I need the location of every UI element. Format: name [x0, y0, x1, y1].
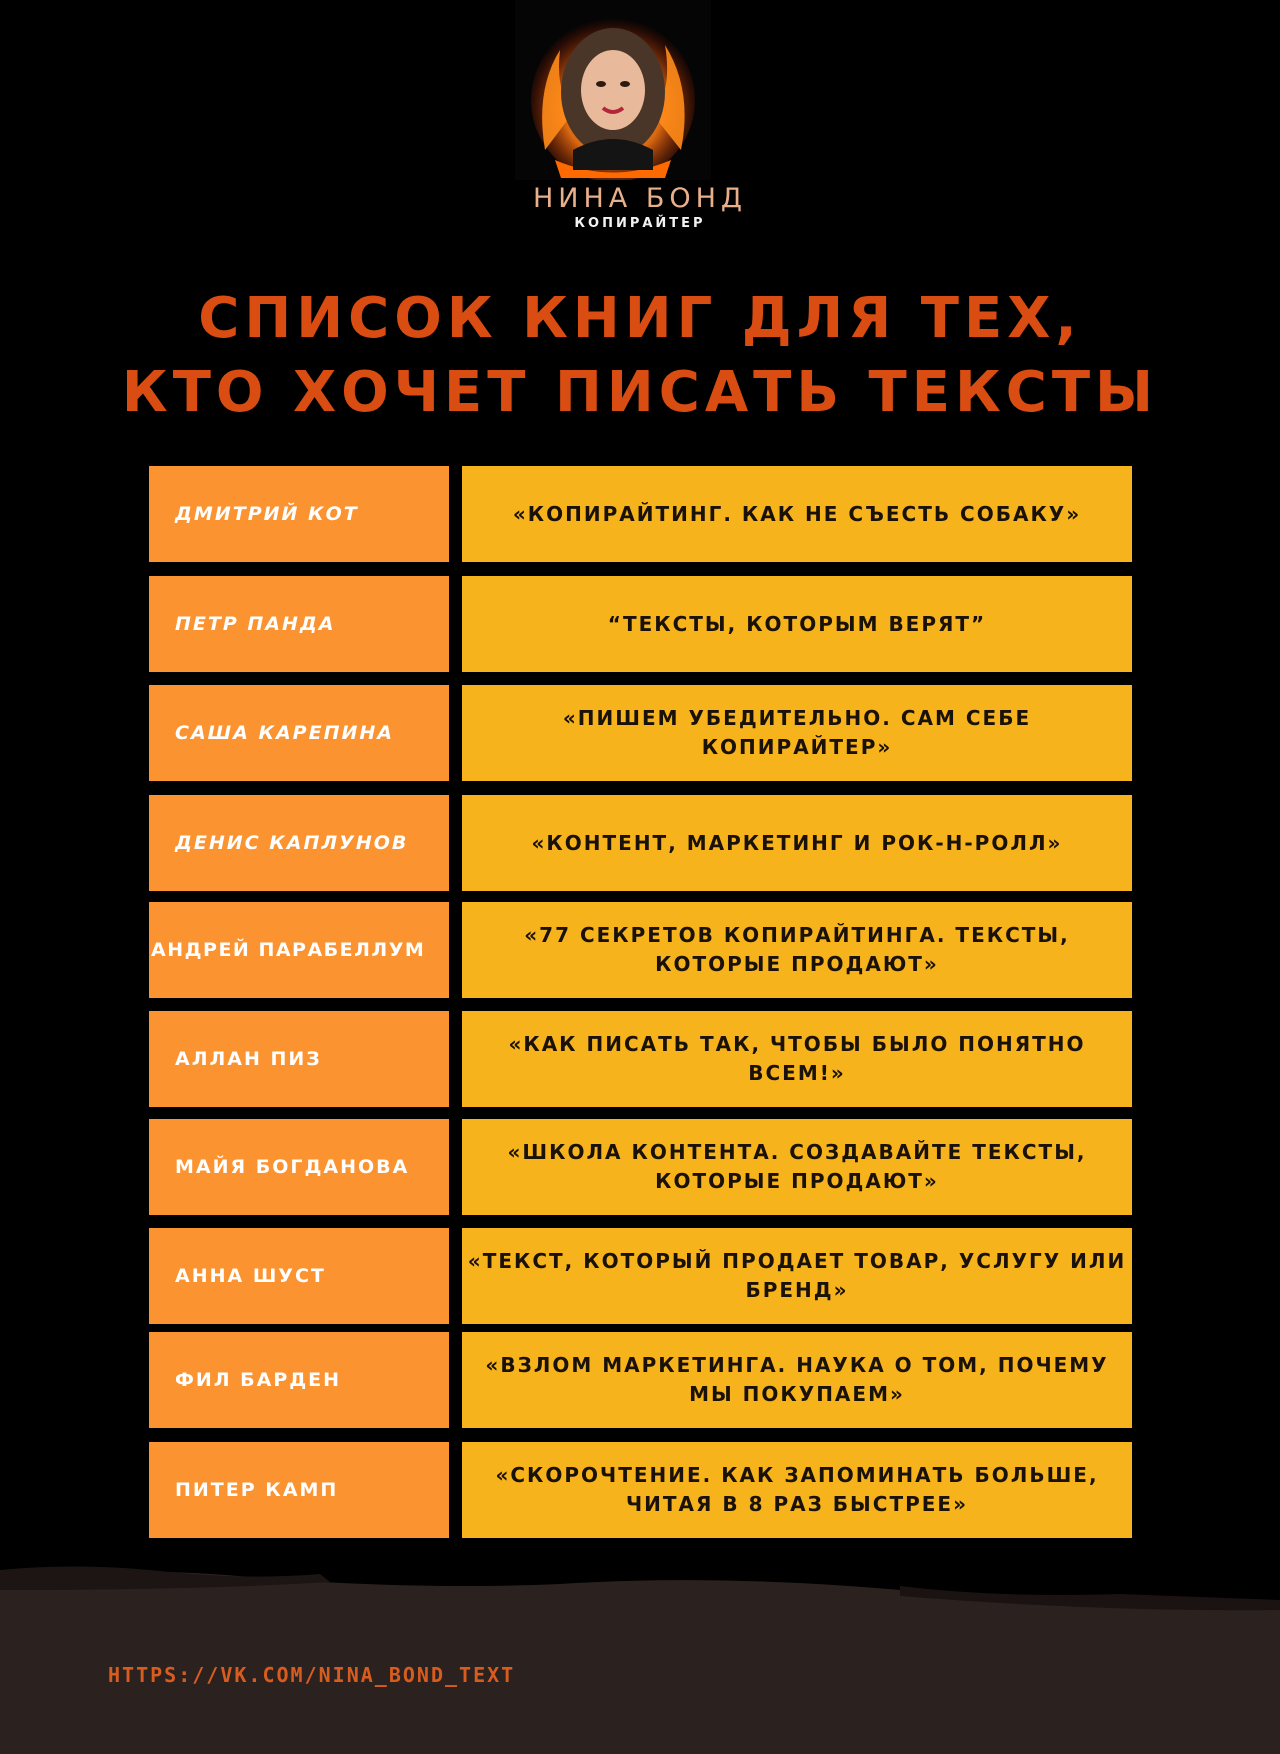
table-row — [0, 795, 1280, 891]
book-title-cell: «ПИШЕМ УБЕДИТЕЛЬНО. САМ СЕБЕ КОПИРАЙТЕР» — [462, 685, 1132, 781]
author-cell: ДЕНИС КАПЛУНОВ — [149, 795, 449, 891]
author-cell: ПЕТР ПАНДА — [149, 576, 449, 672]
brand-role: КОПИРАЙТЕР — [574, 216, 706, 231]
page-title-line-1: СПИСОК КНИГ ДЛЯ ТЕХ, — [198, 286, 1082, 351]
author-cell: САША КАРЕПИНА — [149, 685, 449, 781]
author-cell: ПИТЕР КАМП — [149, 1442, 449, 1538]
book-title-cell: «СКОРОЧТЕНИЕ. КАК ЗАПОМИНАТЬ БОЛЬШЕ, ЧИТАЯ В 8 РАЗ БЫСТРЕЕ» — [462, 1442, 1132, 1538]
table-row — [0, 1332, 1280, 1428]
author-cell: ФИЛ БАРДЕН — [149, 1332, 449, 1428]
book-title-cell: «ВЗЛОМ МАРКЕТИНГА. НАУКА О ТОМ, ПОЧЕМУ МЫ ПОКУПАЕМ» — [462, 1332, 1132, 1428]
author-cell: АННА ШУСТ — [149, 1228, 449, 1324]
book-title-cell: “ТЕКСТЫ, КОТОРЫМ ВЕРЯТ” — [462, 576, 1132, 672]
table-row — [0, 902, 1280, 998]
author-cell: ДМИТРИЙ КОТ — [149, 466, 449, 562]
table-row — [0, 1119, 1280, 1215]
table-row — [0, 685, 1280, 781]
book-title-cell: «77 СЕКРЕТОВ КОПИРАЙТИНГА. ТЕКСТЫ, КОТОРЫЕ ПРОДАЮТ» — [462, 902, 1132, 998]
page-title-line-2: КТО ХОЧЕТ ПИСАТЬ ТЕКСТЫ — [121, 360, 1159, 425]
author-cell: АЛЛАН ПИЗ — [149, 1011, 449, 1107]
vk-profile-link[interactable]: HTTPS://VK.COM/NINA_BOND_TEXT — [108, 1663, 516, 1687]
table-row — [0, 1011, 1280, 1107]
author-cell: МАЙЯ БОГДАНОВА — [149, 1119, 449, 1215]
book-title-cell: «КОПИРАЙТИНГ. КАК НЕ СЪЕСТЬ СОБАКУ» — [462, 466, 1132, 562]
book-title-cell: «ШКОЛА КОНТЕНТА. СОЗДАВАЙТЕ ТЕКСТЫ, КОТОРЫЕ ПРОДАЮТ» — [462, 1119, 1132, 1215]
table-row — [0, 1442, 1280, 1538]
table-row — [0, 466, 1280, 562]
brand-name: НИНА БОНД — [532, 183, 748, 214]
table-row — [0, 1228, 1280, 1324]
book-title-cell: «КАК ПИСАТЬ ТАК, ЧТОБЫ БЫЛО ПОНЯТНО ВСЕМ!» — [462, 1011, 1132, 1107]
book-title-cell: «КОНТЕНТ, МАРКЕТИНГ И РОК-Н-РОЛЛ» — [462, 795, 1132, 891]
book-title-cell: «ТЕКСТ, КОТОРЫЙ ПРОДАЕТ ТОВАР, УСЛУГУ ИЛИ БРЕНД» — [462, 1228, 1132, 1324]
brush-stroke-background — [0, 1560, 1280, 1754]
author-cell: АНДРЕЙ ПАРАБЕЛЛУМ — [149, 902, 449, 998]
table-row — [0, 576, 1280, 672]
